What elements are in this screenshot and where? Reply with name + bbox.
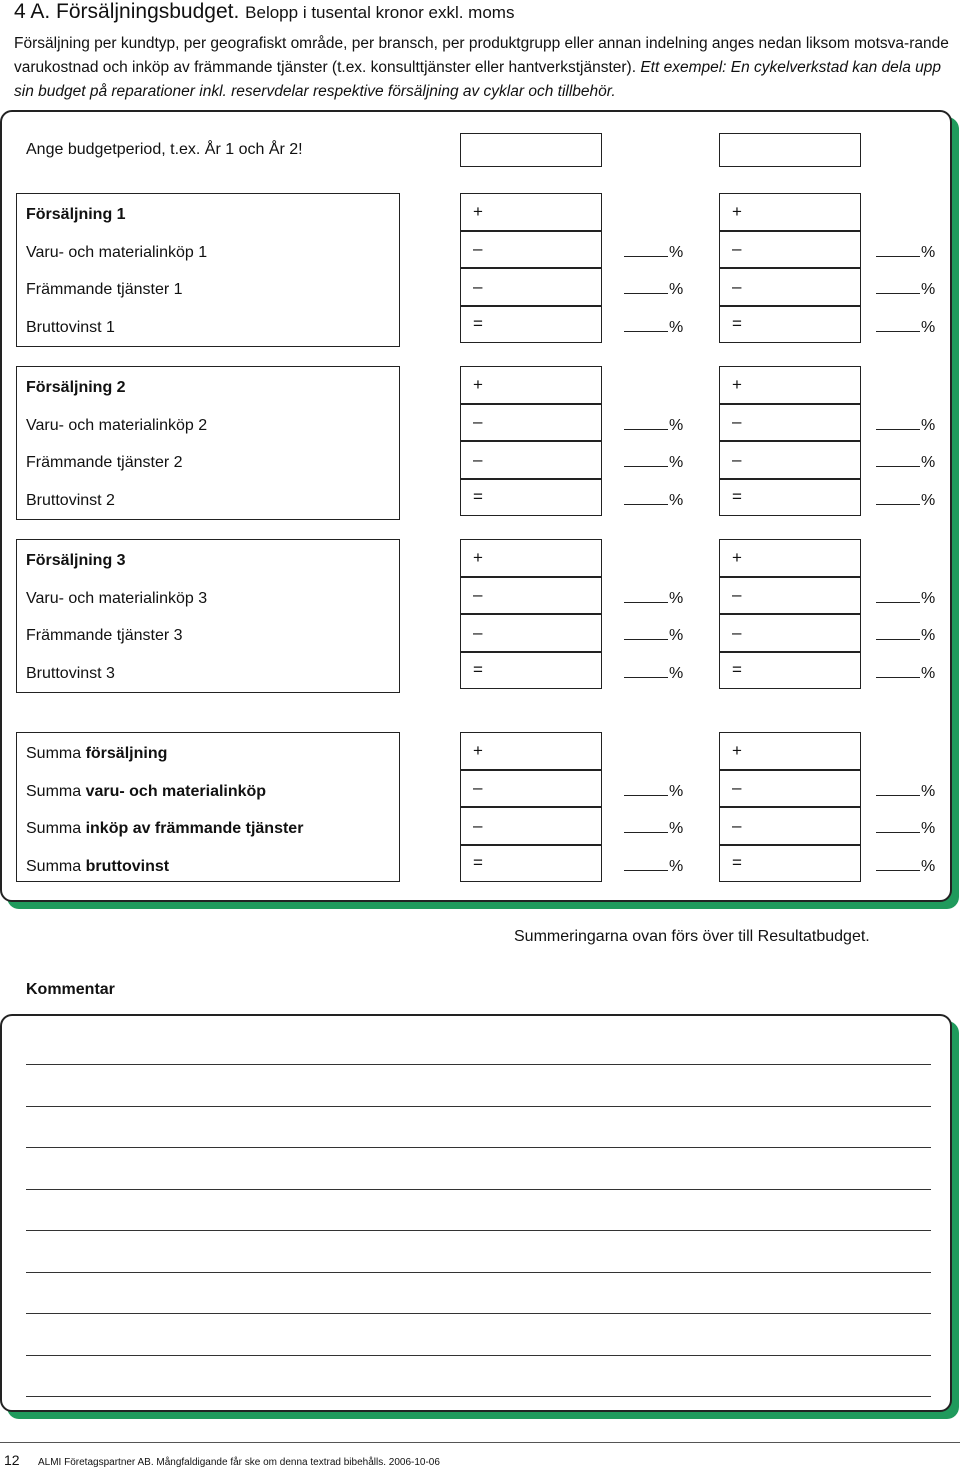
comment-line[interactable] [26,1313,931,1314]
summary-year2-percent[interactable] [876,783,935,801]
percent-blank [876,677,920,678]
minus-sign: – [473,412,483,432]
group-3-row-label: Försäljning 3 [26,552,126,569]
summary-year2-percent[interactable] [876,820,935,838]
comment-heading: Kommentar [26,981,115,998]
group-3-year2-value[interactable] [719,614,861,652]
percent-sign: % [669,782,684,800]
minus-sign: – [732,815,742,835]
minus-sign: – [473,449,483,469]
group-3-row-label: Bruttovinst 3 [26,664,115,682]
percent-blank [624,293,668,294]
group-2-row-label: Bruttovinst 2 [26,491,115,509]
group-2-year1-value[interactable] [460,366,602,404]
percent-sign: % [669,820,684,837]
percent-sign: % [921,782,936,800]
group-3-year2-value[interactable] [719,577,861,615]
percent-sign: % [669,281,684,298]
percent-blank [624,795,668,796]
percent-blank [624,504,668,505]
group-1-year2-value[interactable] [719,306,861,344]
group-2-year2-value[interactable] [719,366,861,404]
period-year2-field[interactable] [719,133,861,167]
percent-blank [624,870,668,871]
summary-year2-value[interactable] [719,807,861,845]
minus-sign: – [473,585,483,605]
percent-blank [624,466,668,467]
comment-line[interactable] [26,1396,931,1397]
group-1-row-label: Försäljning 1 [26,206,126,223]
percent-blank [876,256,920,257]
group-1-year1-percent[interactable] [624,281,683,299]
percent-sign: % [669,857,684,875]
plus-sign: + [732,547,742,567]
group-3-year2-percent[interactable] [876,590,935,608]
group-1-year2-percent[interactable] [876,319,935,337]
group-3-year1-value[interactable] [460,539,602,577]
percent-sign: % [669,454,684,471]
plus-sign: + [473,547,483,567]
percent-blank [624,256,668,257]
percent-sign: % [921,857,936,875]
percent-blank [876,293,920,294]
equals-sign: = [473,487,483,507]
summary-year1-percent[interactable] [624,783,683,801]
group-2-year1-percent[interactable] [624,492,683,510]
percent-sign: % [921,491,936,509]
percent-sign: % [921,589,936,607]
comment-panel[interactable] [0,1014,952,1412]
summary-prefix: Summa [26,745,82,762]
summary-year1-value[interactable] [460,770,602,808]
minus-sign: – [473,239,483,259]
group-3-year2-percent[interactable] [876,627,935,645]
summary-row-label [26,858,169,876]
summary-term: varu- och materialinköp [85,782,267,800]
group-2-year1-value[interactable] [460,404,602,442]
percent-blank [624,832,668,833]
group-2-year2-value[interactable] [719,479,861,517]
group-1-row-label: Bruttovinst 1 [26,318,115,336]
group-1-year2-value[interactable] [719,268,861,306]
equals-sign: = [473,660,483,680]
group-2-year1-value[interactable] [460,441,602,479]
percent-blank [876,602,920,603]
group-3-year2-value[interactable] [719,539,861,577]
summary-year1-value[interactable] [460,845,602,883]
footer-rule [0,1442,960,1443]
comment-line[interactable] [26,1355,931,1356]
group-2-year2-value[interactable] [719,441,861,479]
percent-sign: % [921,318,936,336]
group-2-year2-percent[interactable] [876,454,935,472]
minus-sign: – [732,412,742,432]
percent-blank [876,466,920,467]
summary-prefix: Summa [26,857,82,875]
section-number: 4 A. Försäljningsbudget. [14,0,240,23]
minus-sign: – [473,622,483,642]
summary-note: Summeringarna ovan förs över till Resultatbudget. [514,928,870,945]
percent-sign: % [669,416,684,434]
plus-sign: + [473,374,483,394]
comment-line[interactable] [26,1272,931,1273]
minus-sign: – [732,239,742,259]
group-2-year2-percent[interactable] [876,417,935,435]
summary-year2-value[interactable] [719,770,861,808]
period-year1-field[interactable] [460,133,602,167]
page-title [14,0,514,24]
percent-blank [876,795,920,796]
period-label: Ange budgetperiod, t.ex. År 1 och År 2! [26,141,303,158]
group-3-year2-value[interactable] [719,652,861,690]
percent-blank [876,504,920,505]
group-1-year2-percent[interactable] [876,281,935,299]
group-1-year1-value[interactable] [460,231,602,269]
group-2-row-label: Försäljning 2 [26,379,126,396]
summary-row-label [26,745,167,763]
plus-sign: + [732,201,742,221]
group-2-year2-percent[interactable] [876,492,935,510]
percent-sign: % [669,664,684,682]
group-3-row-label: Främmande tjänster 3 [26,627,183,644]
percent-sign: % [921,820,936,837]
minus-sign: – [473,815,483,835]
intro-example: Ett exempel: En cykelverkstad kan dela upp sin budget på reparationer inkl. reservdelar respektive försäljning av cyklar och tillbehör. [14,59,942,100]
group-1-year2-value[interactable] [719,193,861,231]
summary-year2-percent[interactable] [876,858,935,876]
footer-text: ALMI Företagspartner AB. Mångfaldigande får ske om denna textrad bibehålls. 2006-10-06 [38,1457,440,1468]
minus-sign: – [732,585,742,605]
group-3-year1-value[interactable] [460,577,602,615]
percent-blank [876,331,920,332]
equals-sign: = [473,314,483,334]
group-1-row-label: Varu- och materialinköp 1 [26,243,208,261]
group-3-row-label: Varu- och materialinköp 3 [26,589,208,607]
percent-blank [876,870,920,871]
equals-sign: = [732,314,742,334]
percent-sign: % [921,454,936,471]
percent-blank [624,331,668,332]
percent-sign: % [921,281,936,298]
intro-text [14,32,949,104]
minus-sign: – [732,778,742,798]
summary-term: inköp av främmande tjänster [85,820,304,837]
plus-sign: + [732,740,742,760]
percent-sign: % [669,589,684,607]
percent-sign: % [669,491,684,509]
group-2-row-label: Varu- och materialinköp 2 [26,416,208,434]
group-3-year1-percent[interactable] [624,665,683,683]
percent-blank [624,639,668,640]
percent-blank [876,639,920,640]
minus-sign: – [732,449,742,469]
plus-sign: + [473,201,483,221]
group-3-year2-percent[interactable] [876,665,935,683]
summary-term: försäljning [85,745,168,762]
summary-year1-percent[interactable] [624,820,683,838]
comment-line[interactable] [26,1147,931,1148]
summary-year2-value[interactable] [719,732,861,770]
summary-row-label [26,820,303,838]
plus-sign: + [473,740,483,760]
summary-year1-percent[interactable] [624,858,683,876]
minus-sign: – [732,276,742,296]
percent-blank [876,832,920,833]
page-number: 12 [4,1452,20,1468]
equals-sign: = [732,487,742,507]
minus-sign: – [732,622,742,642]
intro-normal: Försäljning per kundtyp, per geografiskt område, per bransch, per produktgrupp eller annan indelning anges nedan liksom motsva-rande varukostnad och inköp av främmande tjänster (t.ex. konsulttjänster eller hantverkstjänster). [14,35,949,76]
equals-sign: = [732,660,742,680]
percent-blank [624,677,668,678]
percent-blank [624,602,668,603]
percent-blank [876,429,920,430]
group-2-year1-percent[interactable] [624,417,683,435]
percent-sign: % [921,664,936,682]
comment-line[interactable] [26,1106,931,1107]
summary-prefix: Summa [26,782,82,800]
plus-sign: + [732,374,742,394]
percent-sign: % [669,318,684,336]
summary-term: bruttovinst [85,857,170,875]
group-3-year1-percent[interactable] [624,590,683,608]
equals-sign: = [473,853,483,873]
group-3-year1-percent[interactable] [624,627,683,645]
percent-sign: % [669,243,684,261]
group-2-year1-percent[interactable] [624,454,683,472]
summary-year2-value[interactable] [719,845,861,883]
minus-sign: – [473,276,483,296]
summary-prefix: Summa [26,820,82,837]
group-1-year1-value[interactable] [460,306,602,344]
comment-line[interactable] [26,1064,931,1065]
section-subtitle: Belopp i tusental kronor exkl. moms [245,3,515,22]
group-2-year2-value[interactable] [719,404,861,442]
summary-year1-value[interactable] [460,732,602,770]
group-1-year1-percent[interactable] [624,319,683,337]
group-1-row-label: Främmande tjänster 1 [26,281,183,298]
summary-year1-value[interactable] [460,807,602,845]
group-1-year1-value[interactable] [460,193,602,231]
group-3-year1-value[interactable] [460,652,602,690]
group-1-year2-percent[interactable] [876,244,935,262]
percent-sign: % [669,627,684,644]
comment-line[interactable] [26,1230,931,1231]
group-3-year1-value[interactable] [460,614,602,652]
equals-sign: = [732,853,742,873]
group-2-row-label: Främmande tjänster 2 [26,454,183,471]
group-2-year1-value[interactable] [460,479,602,517]
group-1-year2-value[interactable] [719,231,861,269]
percent-sign: % [921,627,936,644]
minus-sign: – [473,778,483,798]
group-1-year1-percent[interactable] [624,244,683,262]
group-1-year1-value[interactable] [460,268,602,306]
summary-row-label [26,783,266,801]
comment-line[interactable] [26,1189,931,1190]
percent-blank [624,429,668,430]
percent-sign: % [921,416,936,434]
percent-sign: % [921,243,936,261]
